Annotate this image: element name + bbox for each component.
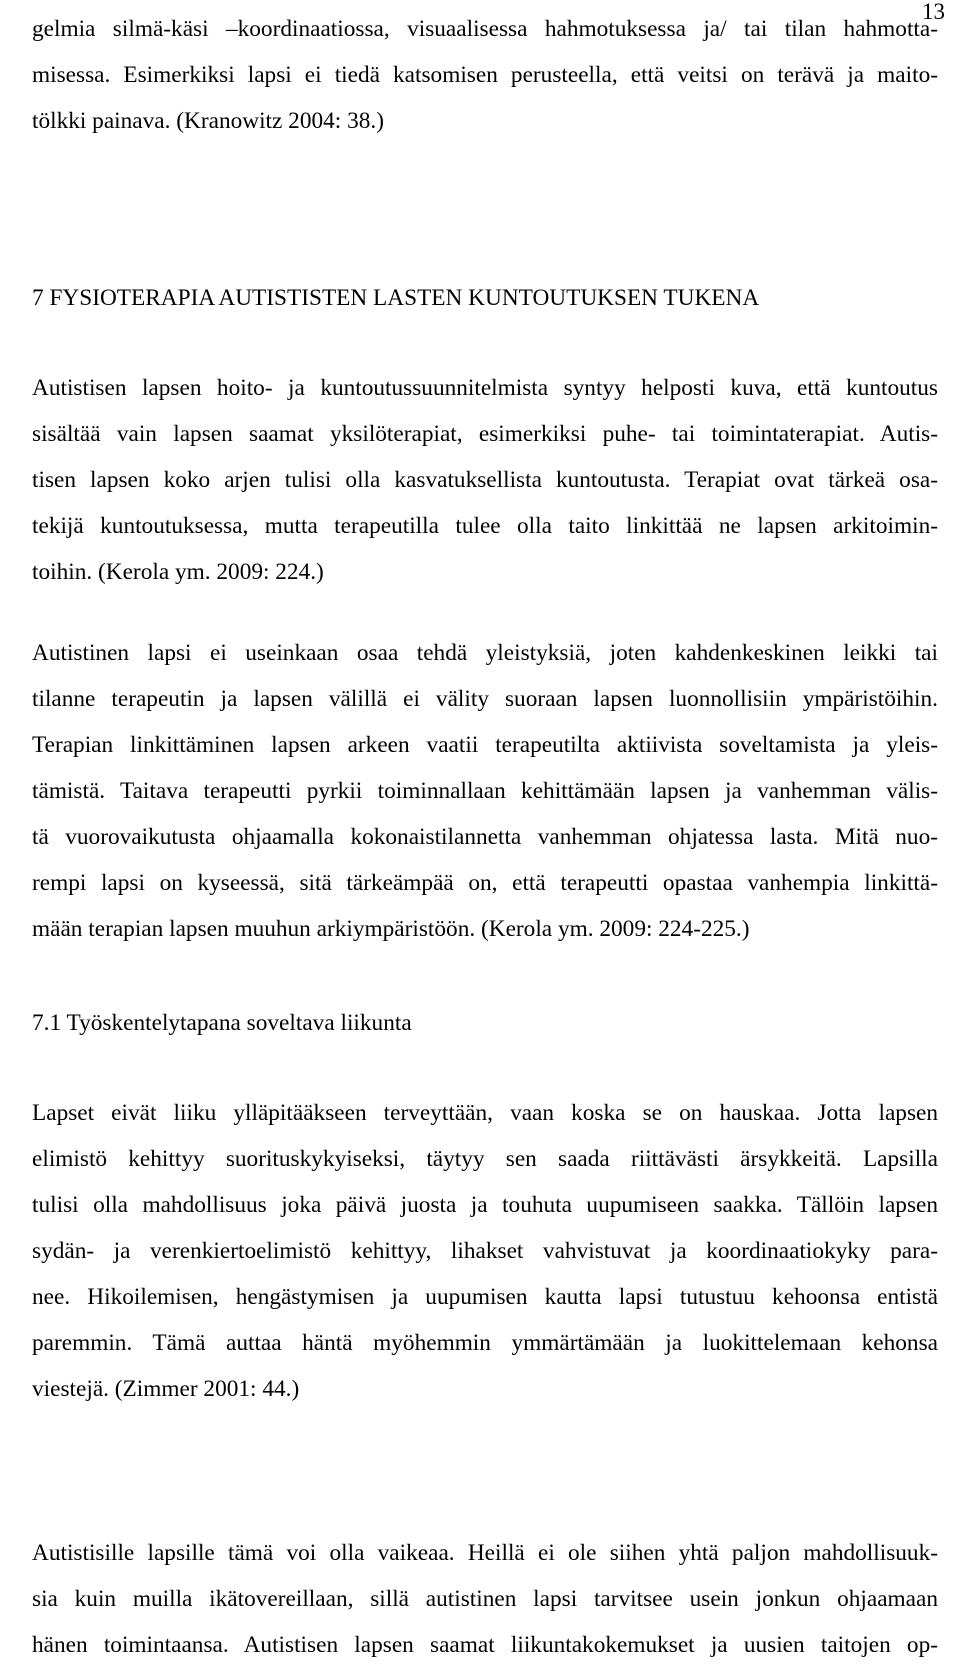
text-line: elimistö kehittyy suorituskykyiseksi, täytyy sen saada riittävästi ärsykkeitä. Lapsilla — [32, 1146, 938, 1172]
text-line: tulisi olla mahdollisuus joka päivä juosta ja touhuta uupumiseen saakka. Tällöin lapsen — [32, 1192, 938, 1218]
text-line: tekijä kuntoutuksessa, mutta terapeutilla tulee olla taito linkittää ne lapsen arkitoimin- — [32, 513, 938, 539]
text-line: Autistinen lapsi ei useinkaan osaa tehdä yleistyksiä, joten kahdenkeskinen leikki tai — [32, 640, 938, 666]
text-line: tä vuorovaikutusta ohjaamalla kokonaistilannetta vanhemman ohjatessa lasta. Mitä nuo- — [32, 824, 938, 850]
text-line: mään terapian lapsen muuhun arkiympäristöön. (Kerola ym. 2009: 224-225.) — [32, 916, 750, 942]
text-line: sia kuin muilla ikätovereillaan, sillä autistinen lapsi tarvitsee usein jonkun ohjaamaan — [32, 1586, 938, 1612]
text-line: Autistisen lapsen hoito- ja kuntoutussuunnitelmista syntyy helposti kuva, että kuntoutus — [32, 375, 938, 401]
text-line: tisen lapsen koko arjen tulisi olla kasvatuksellista kuntoutusta. Terapiat ovat tärkeä osa- — [32, 467, 938, 493]
text-line: tämistä. Taitava terapeutti pyrkii toiminnallaan kehittämään lapsen ja vanhemman välis- — [32, 778, 938, 804]
text-line: Lapset eivät liiku ylläpitääkseen terveyttään, vaan koska se on hauskaa. Jotta lapsen — [32, 1100, 938, 1126]
text-line: paremmin. Tämä auttaa häntä myöhemmin ymmärtämään ja luokittelemaan kehonsa — [32, 1330, 938, 1356]
text-line: tölkki painava. (Kranowitz 2004: 38.) — [32, 108, 384, 134]
section-heading-7: 7 FYSIOTERAPIA AUTISTISTEN LASTEN KUNTOUTUKSEN TUKENA — [32, 285, 760, 311]
text-line: nee. Hikoilemisen, hengästymisen ja uupumisen kautta lapsi tutustuu kehoonsa entistä — [32, 1284, 938, 1310]
text-line: sisältää vain lapsen saamat yksilöterapiat, esimerkiksi puhe- tai toimintaterapiat. Autis- — [32, 421, 938, 447]
text-line: gelmia silmä-käsi –koordinaatiossa, visuaalisessa hahmotuksessa ja/ tai tilan hahmotta- — [32, 16, 938, 42]
text-line: misessa. Esimerkiksi lapsi ei tiedä katsomisen perusteella, että veitsi on terävä ja maito- — [32, 62, 938, 88]
text-line: tilanne terapeutin ja lapsen välillä ei välity suoraan lapsen luonnollisiin ympäristöihin. — [32, 686, 938, 712]
page-number: 13 — [922, 0, 945, 24]
text-line: viestejä. (Zimmer 2001: 44.) — [32, 1376, 300, 1402]
section-heading-7-1: 7.1 Työskentelytapana soveltava liikunta — [32, 1010, 412, 1036]
text-line: rempi lapsi on kyseessä, sitä tärkeämpää on, että terapeutti opastaa vanhempia linkittä- — [32, 870, 938, 896]
text-line: sydän- ja verenkiertoelimistö kehittyy, lihakset vahvistuvat ja koordinaatiokyky para- — [32, 1238, 938, 1264]
text-line: hänen toimintaansa. Autistisen lapsen saamat liikuntakokemukset ja uusien taitojen op- — [32, 1632, 938, 1658]
text-line: Autistisille lapsille tämä voi olla vaikeaa. Heillä ei ole siihen yhtä paljon mahdollisuuk- — [32, 1540, 938, 1566]
text-line: Terapian linkittäminen lapsen arkeen vaatii terapeutilta aktiivista soveltamista ja yleis- — [32, 732, 938, 758]
text-line: toihin. (Kerola ym. 2009: 224.) — [32, 559, 324, 585]
